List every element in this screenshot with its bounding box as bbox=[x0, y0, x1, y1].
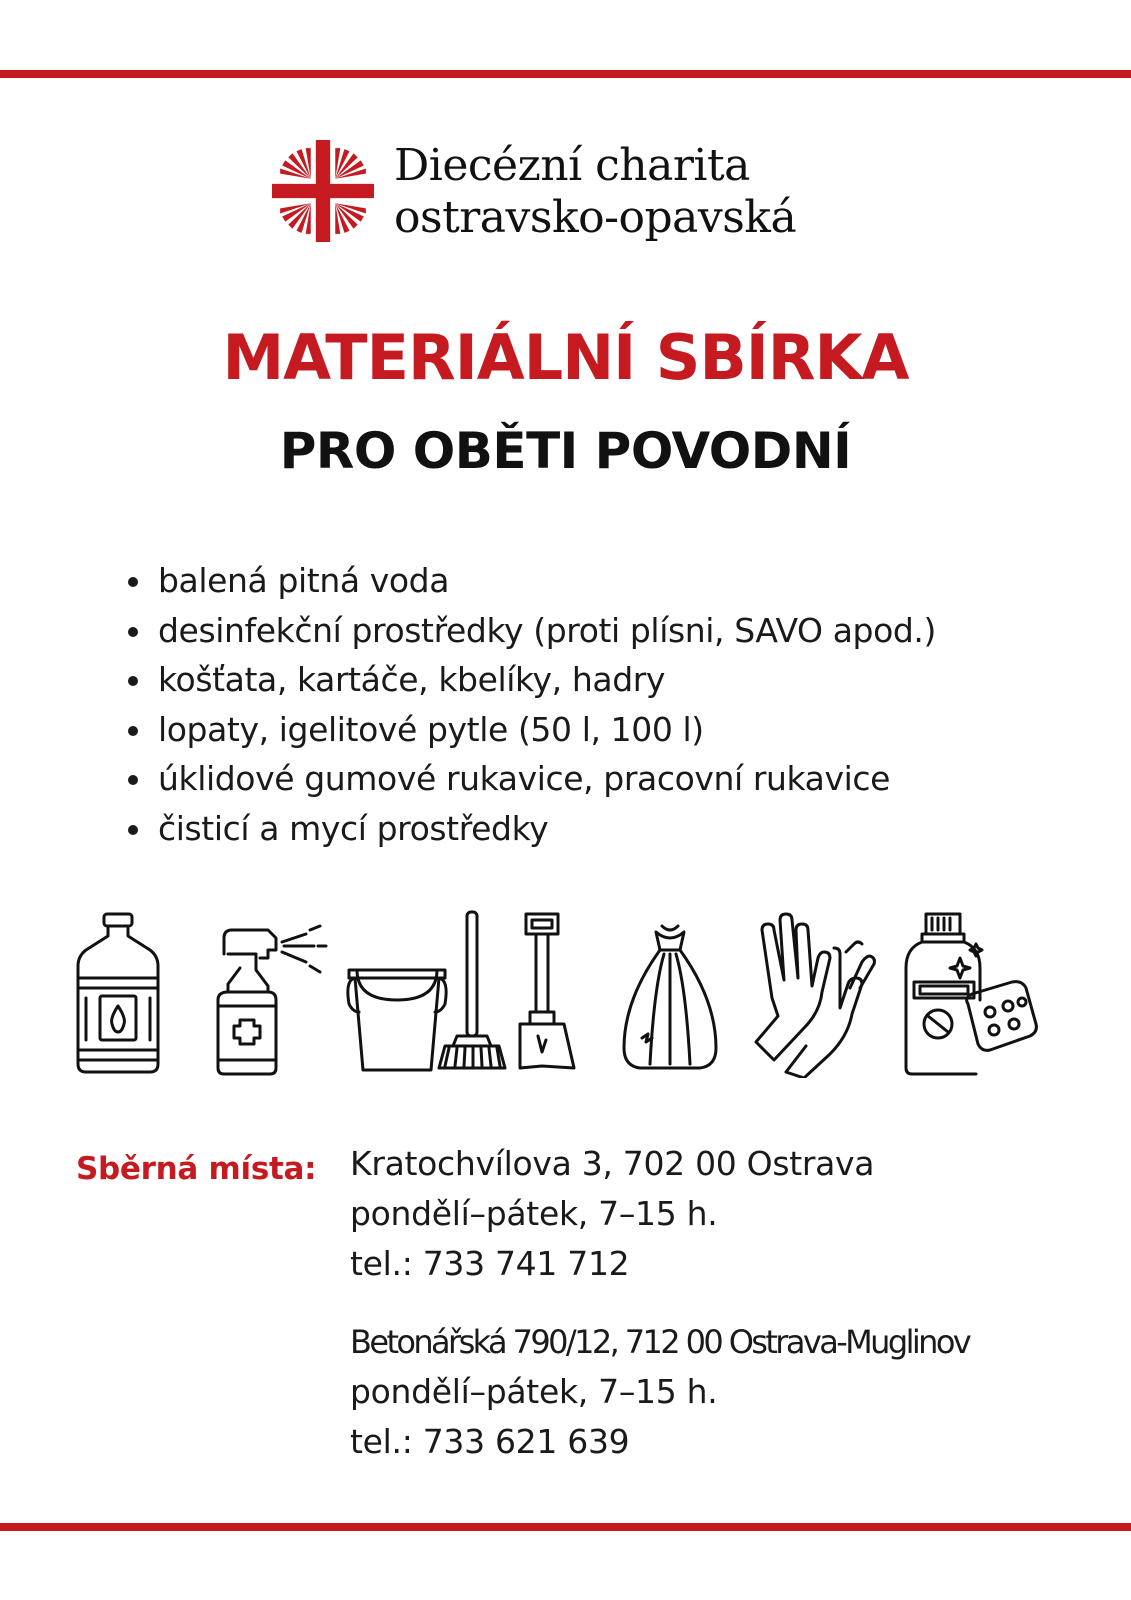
collection-point-2 bbox=[350, 1317, 969, 1467]
collection-point-address: Kratochvílova 3, 702 00 Ostrava bbox=[350, 1144, 875, 1183]
list-item: úklidové gumové rukavice, pracovní rukavice bbox=[124, 754, 936, 804]
rubber-gloves-icon bbox=[750, 908, 890, 1078]
shovel-icon bbox=[518, 908, 588, 1078]
detergent-and-sponge-icon bbox=[904, 908, 1054, 1078]
list-item: balená pitná voda bbox=[124, 556, 936, 606]
top-red-rule bbox=[0, 70, 1131, 78]
organization-name-line1: Diecézní charita bbox=[394, 140, 750, 191]
list-item: desinfekční prostředky (proti plísni, SAVO apod.) bbox=[124, 606, 936, 656]
list-item: košťata, kartáče, kbelíky, hadry bbox=[124, 655, 936, 705]
organization-name bbox=[394, 140, 796, 244]
bucket-and-broom-icon bbox=[345, 908, 525, 1078]
collection-point-phone: tel.: 733 741 712 bbox=[350, 1244, 630, 1283]
bottom-red-rule bbox=[0, 1523, 1131, 1531]
garbage-bag-icon bbox=[620, 908, 720, 1078]
collection-point-address: Betonářská 790/12, 712 00 Ostrava-Muglinov bbox=[350, 1323, 970, 1361]
list-item: lopaty, igelitové pytle (50 l, 100 l) bbox=[124, 705, 936, 755]
collection-point-1 bbox=[350, 1139, 874, 1289]
collection-point-hours: pondělí–pátek, 7–15 h. bbox=[350, 1372, 718, 1411]
poster-subtitle: PRO OBĚTI POVODNÍ bbox=[279, 422, 852, 480]
collection-points-label: Sběrná místa: bbox=[76, 1151, 317, 1187]
water-bottle-icon bbox=[72, 908, 164, 1078]
organization-name-line2: ostravsko-opavská bbox=[394, 192, 797, 243]
charity-logo bbox=[272, 138, 872, 258]
collection-point-hours: pondělí–pátek, 7–15 h. bbox=[350, 1194, 718, 1233]
disinfectant-spray-icon bbox=[210, 908, 330, 1078]
poster-title: MATERIÁLNÍ SBÍRKA bbox=[222, 321, 909, 394]
collection-point-phone: tel.: 733 621 639 bbox=[350, 1422, 630, 1461]
charity-cross-icon bbox=[272, 140, 374, 242]
requested-items-list bbox=[124, 556, 936, 853]
list-item: čisticí a mycí prostředky bbox=[124, 804, 936, 854]
